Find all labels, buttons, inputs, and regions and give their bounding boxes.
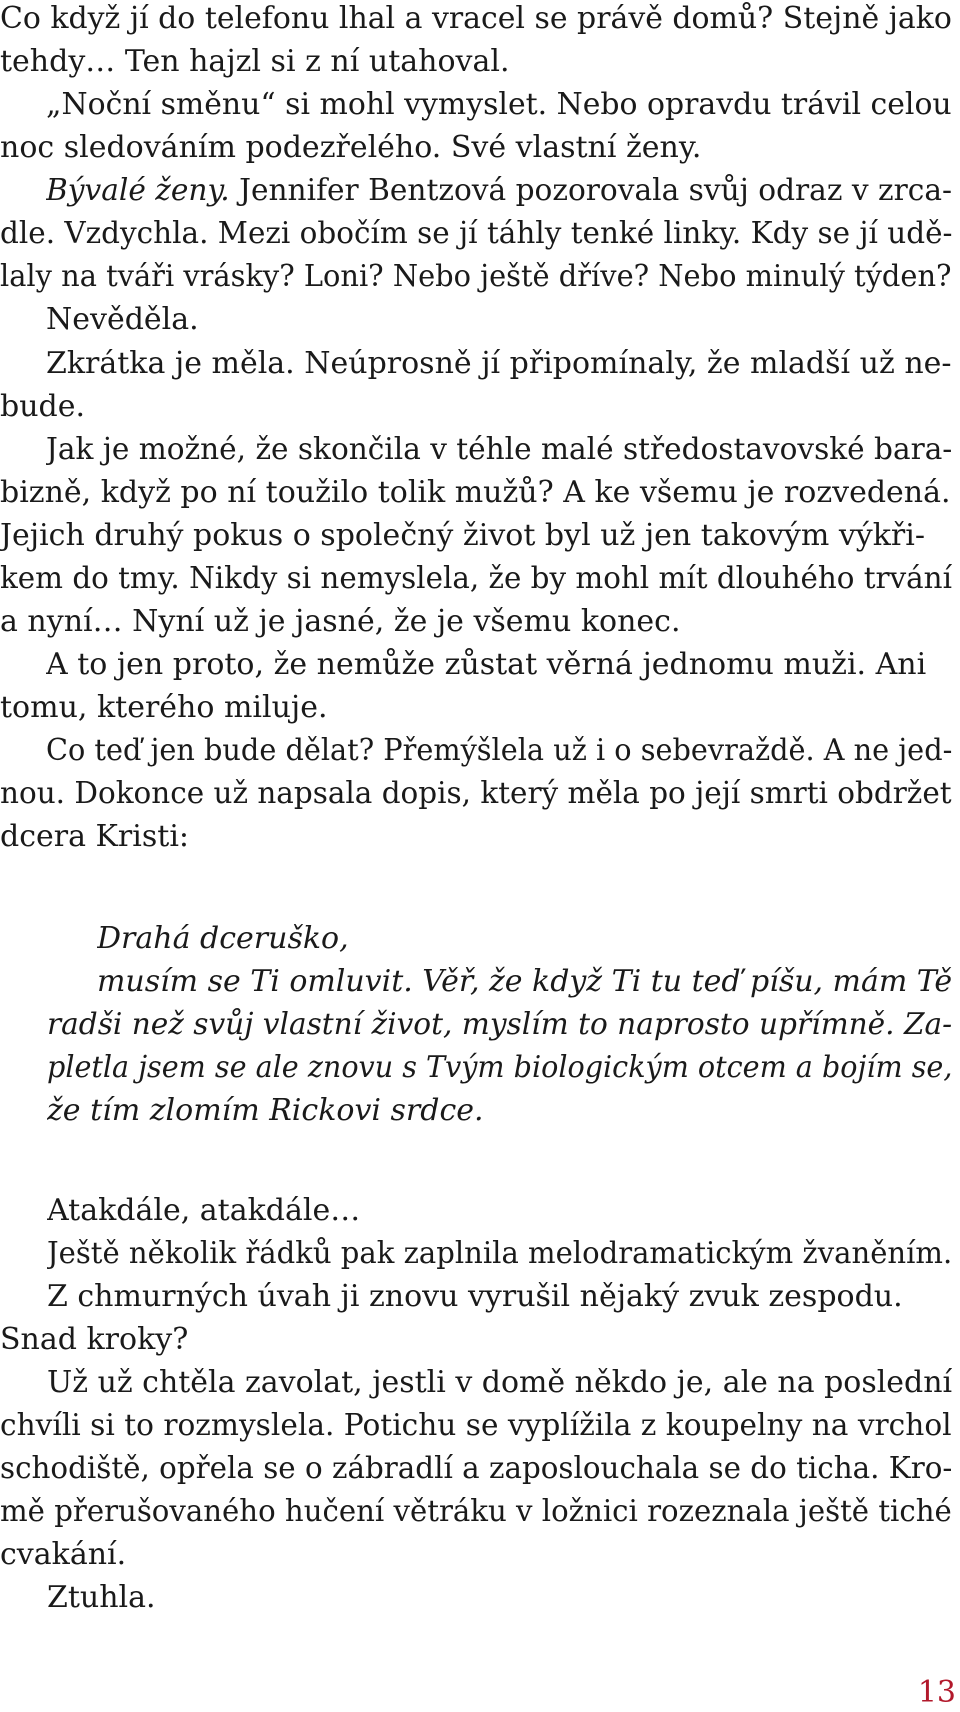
text-line: Ještě několik řádků pak zaplnila melodramatickým žvaněním. xyxy=(47,1237,952,1271)
page-number: 13 xyxy=(917,1675,956,1710)
letter-line: pletla jsem se ale znovu s Tvým biologickým otcem a bojím se, xyxy=(47,1051,952,1085)
text-line: „Noční směnu“ si mohl vymyslet. Nebo opravdu trávil celou xyxy=(46,88,952,122)
text-line: a nyní… Nyní už je jasné, že je všemu konec. xyxy=(0,605,681,639)
text-line: A to jen proto, že nemůže zůstat věrná jednomu muži. Ani xyxy=(46,648,926,682)
text-line: dle. Vzdychla. Mezi obočím se jí táhly tenké linky. Kdy se jí udě- xyxy=(0,217,952,251)
text-line: chvíli si to rozmyslela. Potichu se vyplížila z koupelny na vrchol xyxy=(0,1409,952,1443)
letter-line: radši než svůj vlastní život, myslím to naprosto upřímně. Za- xyxy=(47,1008,952,1042)
text-line: Snad kroky? xyxy=(0,1323,188,1357)
text-line: laly na tváři vrásky? Loni? Nebo ještě dříve? Nebo minulý týden? xyxy=(0,260,952,294)
letter-line: že tím zlomím Rickovi srdce. xyxy=(47,1094,484,1128)
italic-phrase: Bývalé ženy. xyxy=(46,174,230,208)
letter-line: musím se Ti omluvit. Věř, že když Ti tu teď píšu, mám Tě xyxy=(97,965,952,999)
text-line: dcera Kristi: xyxy=(0,820,189,854)
text-line: noc sledováním podezřelého. Své vlastní ženy. xyxy=(0,131,701,165)
text-line: Ztuhla. xyxy=(47,1581,156,1615)
text-line: Co teď jen bude dělat? Přemýšlela už i o sebevraždě. A ne jed- xyxy=(46,734,952,768)
text-line: Jejich druhý pokus o společný život byl už jen takovým výkři- xyxy=(0,519,925,553)
text-line: tomu, kterého miluje. xyxy=(0,691,328,725)
text-line: schodiště, opřela se o zábradlí a zaposlouchala se do ticha. Kro- xyxy=(0,1452,952,1486)
text-line-rest: Jennifer Bentzová pozorovala svůj odraz v zrca- xyxy=(229,174,952,208)
text-line: cvakání. xyxy=(0,1538,126,1572)
text-line: Atakdále, atakdále… xyxy=(47,1194,360,1228)
text-line: Jak je možné, že skončila v téhle malé středostavovské bara- xyxy=(46,433,952,467)
text-line xyxy=(46,174,952,208)
text-line: bizně, když po ní toužilo tolik mužů? A ke všemu je rozvedená. xyxy=(0,476,951,510)
text-line: nou. Dokonce už napsala dopis, který měla po její smrti obdržet xyxy=(0,777,952,811)
letter-line: Drahá dceruško, xyxy=(97,922,349,956)
text-line: kem do tmy. Nikdy si nemyslela, že by mohl mít dlouhého trvání xyxy=(0,562,952,596)
text-line: tehdy… Ten hajzl si z ní utahoval. xyxy=(0,45,510,79)
text-line: mě přerušovaného hučení větráku v ložnici rozeznala ještě tiché xyxy=(0,1495,952,1529)
text-line: Už už chtěla zavolat, jestli v domě někdo je, ale na poslední xyxy=(47,1366,952,1400)
text-line: Z chmurných úvah ji znovu vyrušil nějaký zvuk zespodu. xyxy=(47,1280,903,1314)
text-line: Co když jí do telefonu lhal a vracel se právě domů? Stejně jako xyxy=(0,2,952,36)
text-line: bude. xyxy=(0,390,85,424)
text-line: Zkrátka je měla. Neúprosně jí připomínaly, že mladší už ne- xyxy=(46,347,952,381)
text-line: Nevěděla. xyxy=(46,303,199,337)
